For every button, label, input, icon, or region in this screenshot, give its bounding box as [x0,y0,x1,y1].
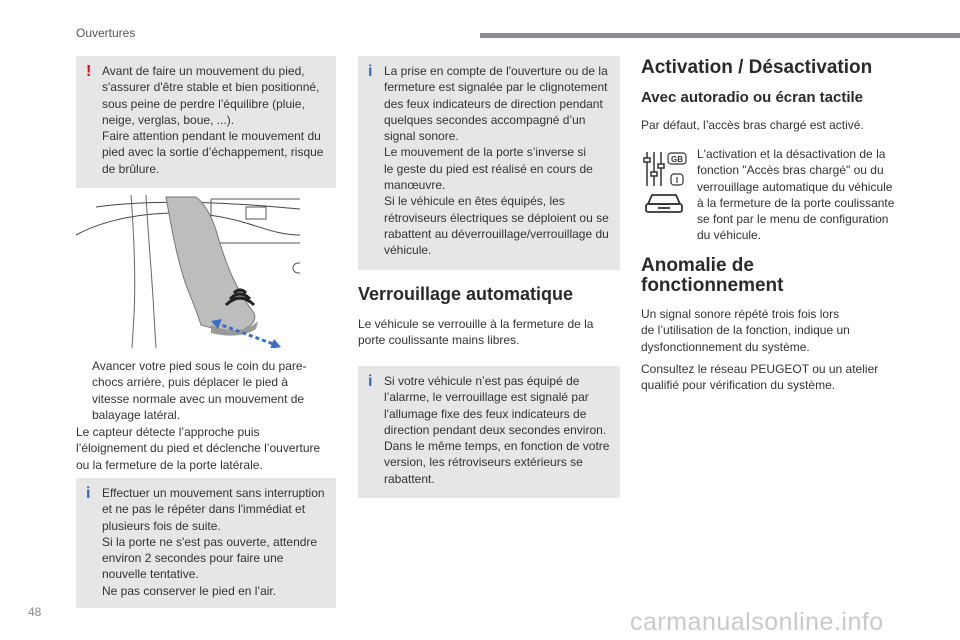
foot-gesture-illustration [76,195,300,348]
info-icon: i [368,63,373,80]
settings-vehicle-icons [641,150,691,216]
page-number: 48 [28,605,42,619]
subheading-radio: Avec autoradio ou écran tactile [641,89,864,106]
section-title: Ouvertures [76,26,136,40]
heading-auto-lock: Verrouillage automatique [358,284,574,304]
auto-lock-paragraph: Le véhicule se verrouille à la fermeture de la porte coulissante mains libres. [358,317,594,348]
warning-text: Avant de faire un mouvement du pied, s'assurer d'être stable et bien positionné, sous peine de perdre l’équilibre (pluie, neige, verglas, boue, ...). Faire attention pendant le mouvement du pied avec la sortie d’échappement, risque de brûlure. [102,64,324,176]
language-badge-icon [668,153,686,185]
heading-activation: Activation / Désactivation [641,57,873,78]
anomaly-paragraph-1: Un signal sonore répété trois fois lors de l’utilisation de la fonction, indique un dysfonctionnement du système. [641,307,850,354]
settings-sliders-icon [644,152,664,186]
activation-instructions: L'activation et la désactivation de la fonction "Accès bras chargé" ou du verrouillage automatique du véhicule à la fermeture de la porte coulissante se font par le menu de configuration du véhicule. [697,147,895,243]
info-icon: i [86,485,91,502]
info-text-alarm: Si votre véhicule n’est pas équipé de l’alarme, le verrouillage est signalé par l'allumage fixe des feux indicateurs de direction pendant deux secondes environ. Dans le même temps, en fonction de votre version, les rétroviseurs extérieurs se rabattent. [384,374,610,486]
step-instruction: Avancer votre pied sous le coin du pare- chocs arrière, puis déplacer le pied à vitesse normale avec un mouvement de balayage latéral. [92,359,307,422]
heading-anomaly: Anomalie de fonctionnement [641,255,784,296]
sensor-paragraph: Le capteur détecte l’approche puis l’éloignement du pied et déclenche l’ouverture ou la fermeture de la porte latérale. [76,425,321,472]
car-front-icon [646,195,682,212]
info-text-movement: Effectuer un mouvement sans interruption et ne pas le répéter dans l'immédiat et plusieurs fois de suite. Si la porte ne s'est pas ouverte, attendre environ 2 secondes pour faire une nouvelle tentative. Ne pas conserver le pied en l’air. [102,486,325,598]
badge-bottom-label: I [675,176,679,185]
anomaly-paragraph-2: Consultez le réseau PEUGEOT ou un atelier qualifié pour vérification du système. [641,362,879,393]
badge-top-label: GB [671,155,683,164]
watermark: carmanualsonline.info [630,608,884,636]
warning-box [76,56,336,188]
info-text-signal: La prise en compte de l'ouverture ou de la fermeture est signalée par le clignotement des feux indicateurs de direction pendant quelques secondes accompagné d’un signal sonore. Le mouvement de la porte s’inverse si le geste du pied est réalisé en cours de manœuvre. Si le véhicule en êtes équipés, les rétroviseurs électriques se déploient ou se rabattent au déverrouillage/verrouillage du véhicule. [384,64,609,258]
warning-exclamation-icon: ! [86,63,92,80]
info-box-movement [76,478,336,608]
info-box-signal [358,56,620,270]
info-box-alarm [358,366,620,498]
default-activation-text: Par défaut, l’accès bras chargé est activé. [641,118,864,132]
info-icon: i [368,373,373,390]
header-divider-bar [480,33,960,38]
